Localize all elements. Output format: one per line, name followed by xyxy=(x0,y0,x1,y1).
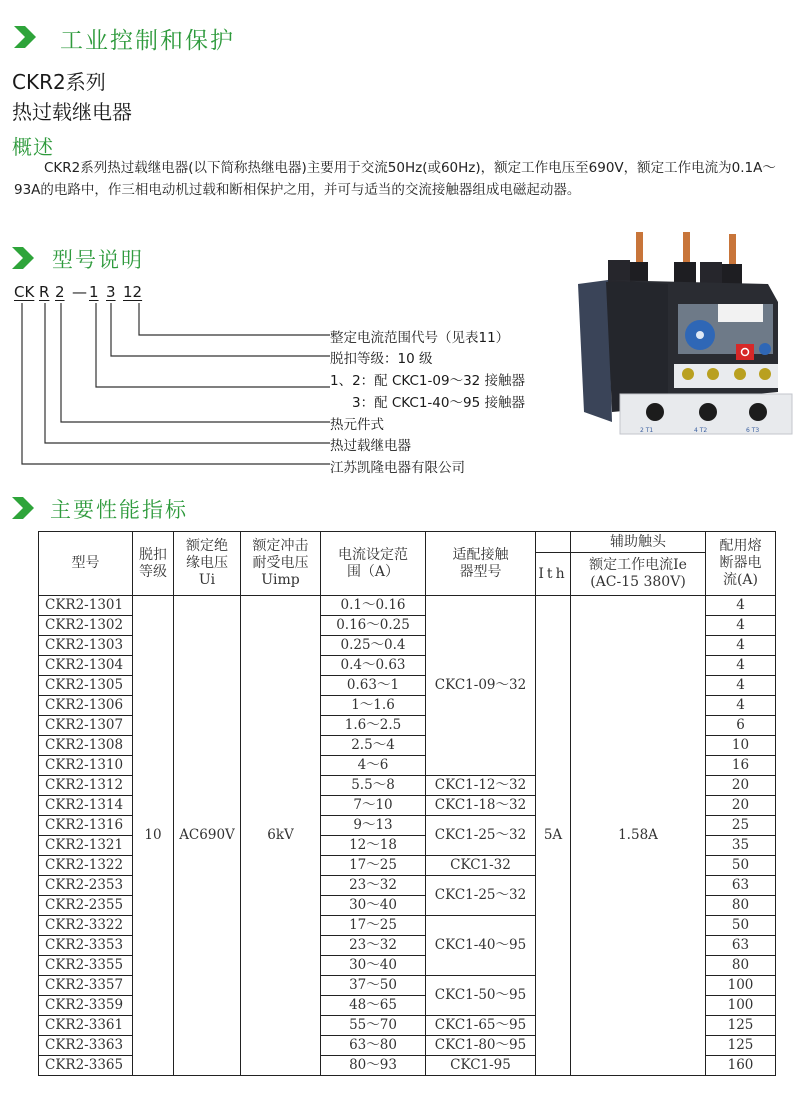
overview-title: 概述 xyxy=(12,135,54,159)
cell-fuse: 4 xyxy=(706,656,776,676)
chevron-right-icon xyxy=(10,495,36,521)
header-model: 型号 xyxy=(39,532,133,596)
cell-fuse: 100 xyxy=(706,976,776,996)
cell-contactor: CKC1-25～32 xyxy=(426,816,536,856)
terminal-label-t2: 4 T2 xyxy=(694,427,708,434)
cell-current-range: 4～6 xyxy=(321,756,426,776)
cell-model: CKR2-1303 xyxy=(39,636,133,656)
cell-fuse: 4 xyxy=(706,696,776,716)
header-trip-class: 脱扣 等级 xyxy=(133,532,174,596)
cell-contactor: CKC1-25～32 xyxy=(426,876,536,916)
legend-contactor-3: 3：配 CKC1-40～95 接触器 xyxy=(352,395,525,411)
cell-model: CKR2-3361 xyxy=(39,1016,133,1036)
cell-current-range: 23～32 xyxy=(321,936,426,956)
cell-fuse: 125 xyxy=(706,1036,776,1056)
cell-model: CKR2-1305 xyxy=(39,676,133,696)
cell-current-range: 0.25～0.4 xyxy=(321,636,426,656)
overview-text: CKR2系列热过载继电器(以下简称热继电器)主要用于交流50Hz(或60Hz)，额定工作电压至690V，额定工作电流为0.1A～93A的电路中，作三相电动机过载和断相保护之用，并可与适当的交流接触器组成电磁起动器。 xyxy=(14,160,776,198)
cell-fuse: 20 xyxy=(706,776,776,796)
cell-model: CKR2-1306 xyxy=(39,696,133,716)
header-uimp: 额定冲击 耐受电压 Uimp xyxy=(241,532,321,596)
cell-current-range: 30～40 xyxy=(321,896,426,916)
cell-model: CKR2-3359 xyxy=(39,996,133,1016)
cell-fuse: 4 xyxy=(706,616,776,636)
legend-thermal-element: 热元件式 xyxy=(330,417,384,433)
legend-thermal-overload-relay: 热过载继电器 xyxy=(330,438,411,454)
header-current-range: 电流设定范 围（A） xyxy=(321,532,426,596)
cell-contactor: CKC1-09～32 xyxy=(426,596,536,776)
product-image-relay xyxy=(568,232,796,437)
cell-fuse: 63 xyxy=(706,936,776,956)
cell-model: CKR2-3357 xyxy=(39,976,133,996)
cell-current-range: 9～13 xyxy=(321,816,426,836)
terminal-label-t1: 2 T1 xyxy=(640,427,654,434)
cell-fuse: 4 xyxy=(706,596,776,616)
cell-model: CKR2-1316 xyxy=(39,816,133,836)
cell-fuse: 25 xyxy=(706,816,776,836)
cell-model: CKR2-3365 xyxy=(39,1056,133,1076)
legend-manufacturer: 江苏凯隆电器有限公司 xyxy=(330,460,465,476)
header-ui: 额定绝 缘电压 Ui xyxy=(174,532,241,596)
series-title: CKR2系列 xyxy=(12,70,106,94)
performance-spec-table xyxy=(38,531,776,1076)
cell-current-range: 80～93 xyxy=(321,1056,426,1076)
overview-paragraph xyxy=(14,157,794,201)
cell-contactor: CKC1-40～95 xyxy=(426,916,536,976)
cell-current-range: 48～65 xyxy=(321,996,426,1016)
cell-fuse: 6 xyxy=(706,716,776,736)
cell-fuse: 160 xyxy=(706,1056,776,1076)
cell-model: CKR2-3353 xyxy=(39,936,133,956)
cell-ith: 5A xyxy=(536,596,571,1076)
cell-current-range: 55～70 xyxy=(321,1016,426,1036)
cell-model: CKR2-1304 xyxy=(39,656,133,676)
cell-fuse: 35 xyxy=(706,836,776,856)
cell-fuse: 80 xyxy=(706,896,776,916)
cell-ui: AC690V xyxy=(174,596,241,1076)
cell-fuse: 63 xyxy=(706,876,776,896)
cell-fuse: 50 xyxy=(706,856,776,876)
cell-current-range: 17～25 xyxy=(321,916,426,936)
cell-model: CKR2-2353 xyxy=(39,876,133,896)
cell-contactor: CKC1-50～95 xyxy=(426,976,536,1016)
code-part-2: 2 xyxy=(55,283,65,301)
cell-contactor: CKC1-18～32 xyxy=(426,796,536,816)
code-part-1: 1 xyxy=(89,283,99,301)
cell-fuse: 16 xyxy=(706,756,776,776)
code-part-ck: CK xyxy=(14,283,35,301)
header-ie: 额定工作电流Ie (AC-15 380V) xyxy=(571,553,706,596)
cell-model: CKR2-1312 xyxy=(39,776,133,796)
cell-model: CKR2-3363 xyxy=(39,1036,133,1056)
cell-fuse: 4 xyxy=(706,636,776,656)
cell-model: CKR2-1321 xyxy=(39,836,133,856)
cell-current-range: 17～25 xyxy=(321,856,426,876)
product-name: 热过载继电器 xyxy=(12,100,132,124)
cell-model: CKR2-1310 xyxy=(39,756,133,776)
cell-trip-class: 10 xyxy=(133,596,174,1076)
cell-current-range: 63～80 xyxy=(321,1036,426,1056)
cell-contactor: CKC1-80～95 xyxy=(426,1036,536,1056)
cell-current-range: 23～32 xyxy=(321,876,426,896)
cell-contactor: CKC1-12～32 xyxy=(426,776,536,796)
cell-fuse: 100 xyxy=(706,996,776,1016)
cell-model: CKR2-1307 xyxy=(39,716,133,736)
header-fuse: 配用熔 断器电 流(A) xyxy=(706,532,776,596)
cell-current-range: 37～50 xyxy=(321,976,426,996)
cell-current-range: 0.1～0.16 xyxy=(321,596,426,616)
performance-title: 主要性能指标 xyxy=(50,498,188,522)
code-part-12: 12 xyxy=(123,283,143,301)
model-explanation-title: 型号说明 xyxy=(52,248,144,272)
header-aux-contacts: 辅助触头 xyxy=(571,532,706,553)
code-part-3: 3 xyxy=(106,283,116,301)
cell-current-range: 0.63～1 xyxy=(321,676,426,696)
cell-model: CKR2-1322 xyxy=(39,856,133,876)
cell-current-range: 2.5～4 xyxy=(321,736,426,756)
chevron-right-icon xyxy=(12,24,38,50)
cell-current-range: 5.5～8 xyxy=(321,776,426,796)
legend-contactor-1-2: 1、2：配 CKC1-09～32 接触器 xyxy=(330,373,526,389)
header-ith: Ith xyxy=(536,553,571,596)
cell-model: CKR2-3322 xyxy=(39,916,133,936)
cell-contactor: CKC1-95 xyxy=(426,1056,536,1076)
table-row xyxy=(39,596,776,616)
cell-contactor: CKC1-32 xyxy=(426,856,536,876)
cell-ie: 1.58A xyxy=(571,596,706,1076)
code-part-dash: — xyxy=(72,283,87,301)
cell-model: CKR2-3355 xyxy=(39,956,133,976)
cell-current-range: 12～18 xyxy=(321,836,426,856)
cell-current-range: 30～40 xyxy=(321,956,426,976)
cell-model: CKR2-1308 xyxy=(39,736,133,756)
cell-current-range: 0.4～0.63 xyxy=(321,656,426,676)
header-ith-top xyxy=(536,532,571,553)
cell-fuse: 10 xyxy=(706,736,776,756)
cell-model: CKR2-1302 xyxy=(39,616,133,636)
legend-trip-class: 脱扣等级：10 级 xyxy=(330,351,433,367)
cell-model: CKR2-1314 xyxy=(39,796,133,816)
cell-current-range: 1～1.6 xyxy=(321,696,426,716)
cell-current-range: 0.16～0.25 xyxy=(321,616,426,636)
cell-fuse: 20 xyxy=(706,796,776,816)
legend-current-range-code: 整定电流范围代号（见表11） xyxy=(330,330,510,346)
cell-fuse: 125 xyxy=(706,1016,776,1036)
model-code-connector-lines xyxy=(0,300,340,475)
cell-model: CKR2-1301 xyxy=(39,596,133,616)
header-contactor: 适配接触 器型号 xyxy=(426,532,536,596)
cell-model: CKR2-2355 xyxy=(39,896,133,916)
cell-contactor: CKC1-65～95 xyxy=(426,1016,536,1036)
chevron-right-icon xyxy=(10,245,36,271)
cell-fuse: 4 xyxy=(706,676,776,696)
cell-fuse: 80 xyxy=(706,956,776,976)
cell-current-range: 1.6～2.5 xyxy=(321,716,426,736)
code-part-r: R xyxy=(39,283,50,301)
cell-current-range: 7～10 xyxy=(321,796,426,816)
cell-fuse: 50 xyxy=(706,916,776,936)
section-title-industrial: 工业控制和保护 xyxy=(60,28,235,54)
cell-uimp: 6kV xyxy=(241,596,321,1076)
terminal-label-t3: 6 T3 xyxy=(746,427,760,434)
